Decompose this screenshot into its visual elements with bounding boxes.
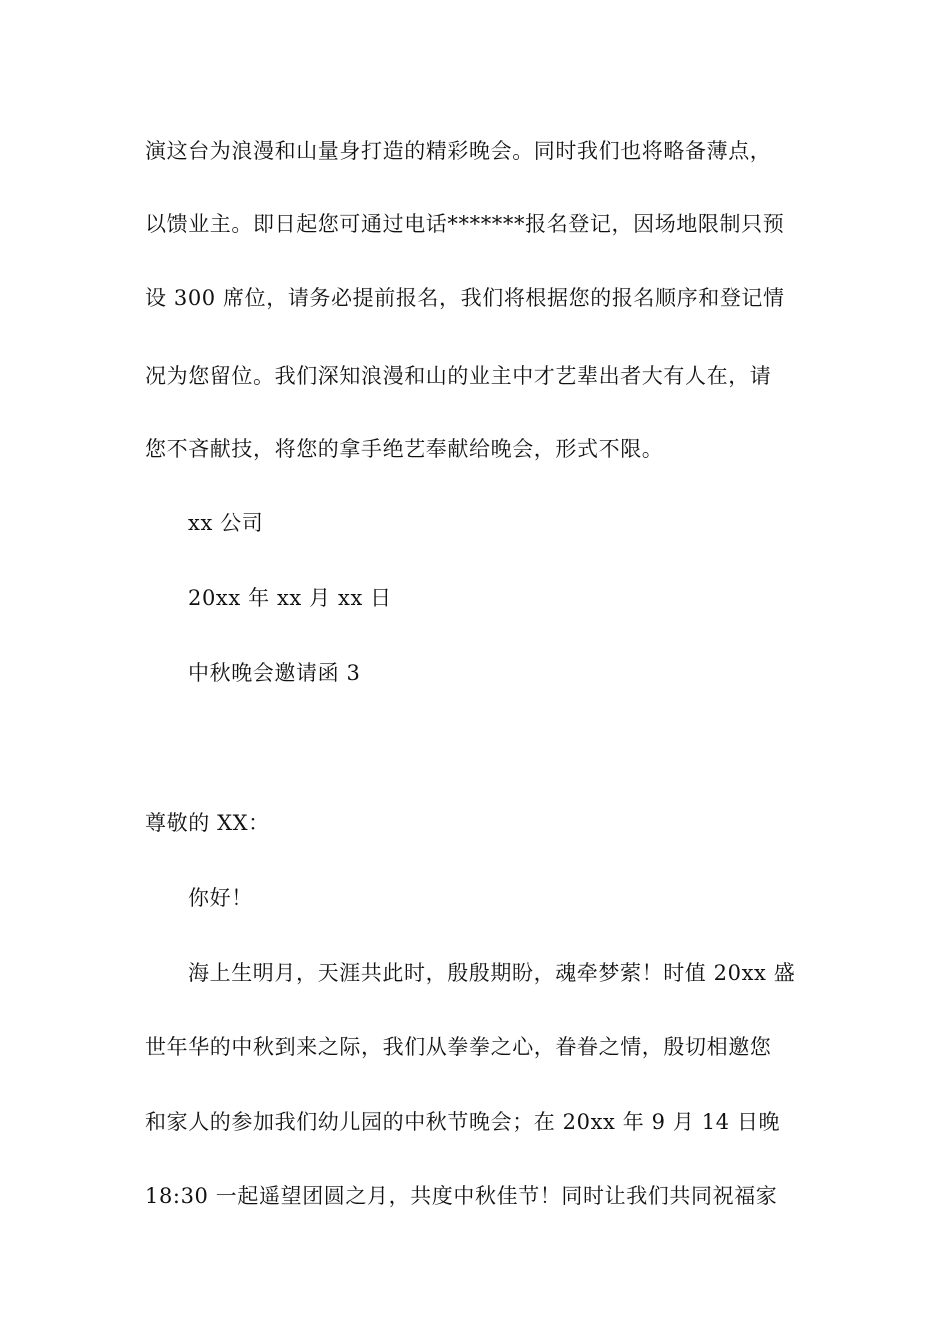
section-title: 中秋晚会邀请函 3 xyxy=(188,661,361,685)
greeting: 你好！ xyxy=(188,886,253,910)
paragraph-line: 况为您留位。我们深知浪漫和山的业主中才艺辈出者大有人在，请 xyxy=(145,364,772,388)
paragraph-line: 18:30 一起遥望团圆之月，共度中秋佳节！同时让我们共同祝福家 xyxy=(145,1184,778,1208)
paragraph-line: 和家人的参加我们幼儿园的中秋节晚会；在 20xx 年 9 月 14 日晚 xyxy=(145,1110,781,1134)
paragraph-line: 以馈业主。即日起您可通过电话*******报名登记，因场地限制只预 xyxy=(145,212,785,236)
signature-date: 20xx 年 xx 月 xx 日 xyxy=(188,586,392,610)
paragraph-line: 您不吝献技，将您的拿手绝艺奉献给晚会，形式不限。 xyxy=(145,437,664,461)
paragraph-line: 演这台为浪漫和山量身打造的精彩晚会。同时我们也将略备薄点， xyxy=(145,139,772,163)
paragraph-line: 海上生明月，天涯共此时，殷殷期盼，魂牵梦萦！时值 20xx 盛 xyxy=(188,961,796,985)
salutation: 尊敬的 XX： xyxy=(145,811,270,835)
signature-company: xx 公司 xyxy=(188,511,264,535)
paragraph-line: 设 300 席位，请务必提前报名，我们将根据您的报名顺序和登记情 xyxy=(145,286,785,310)
paragraph-line: 世年华的中秋到来之际，我们从拳拳之心，眷眷之情，殷切相邀您 xyxy=(145,1035,772,1059)
